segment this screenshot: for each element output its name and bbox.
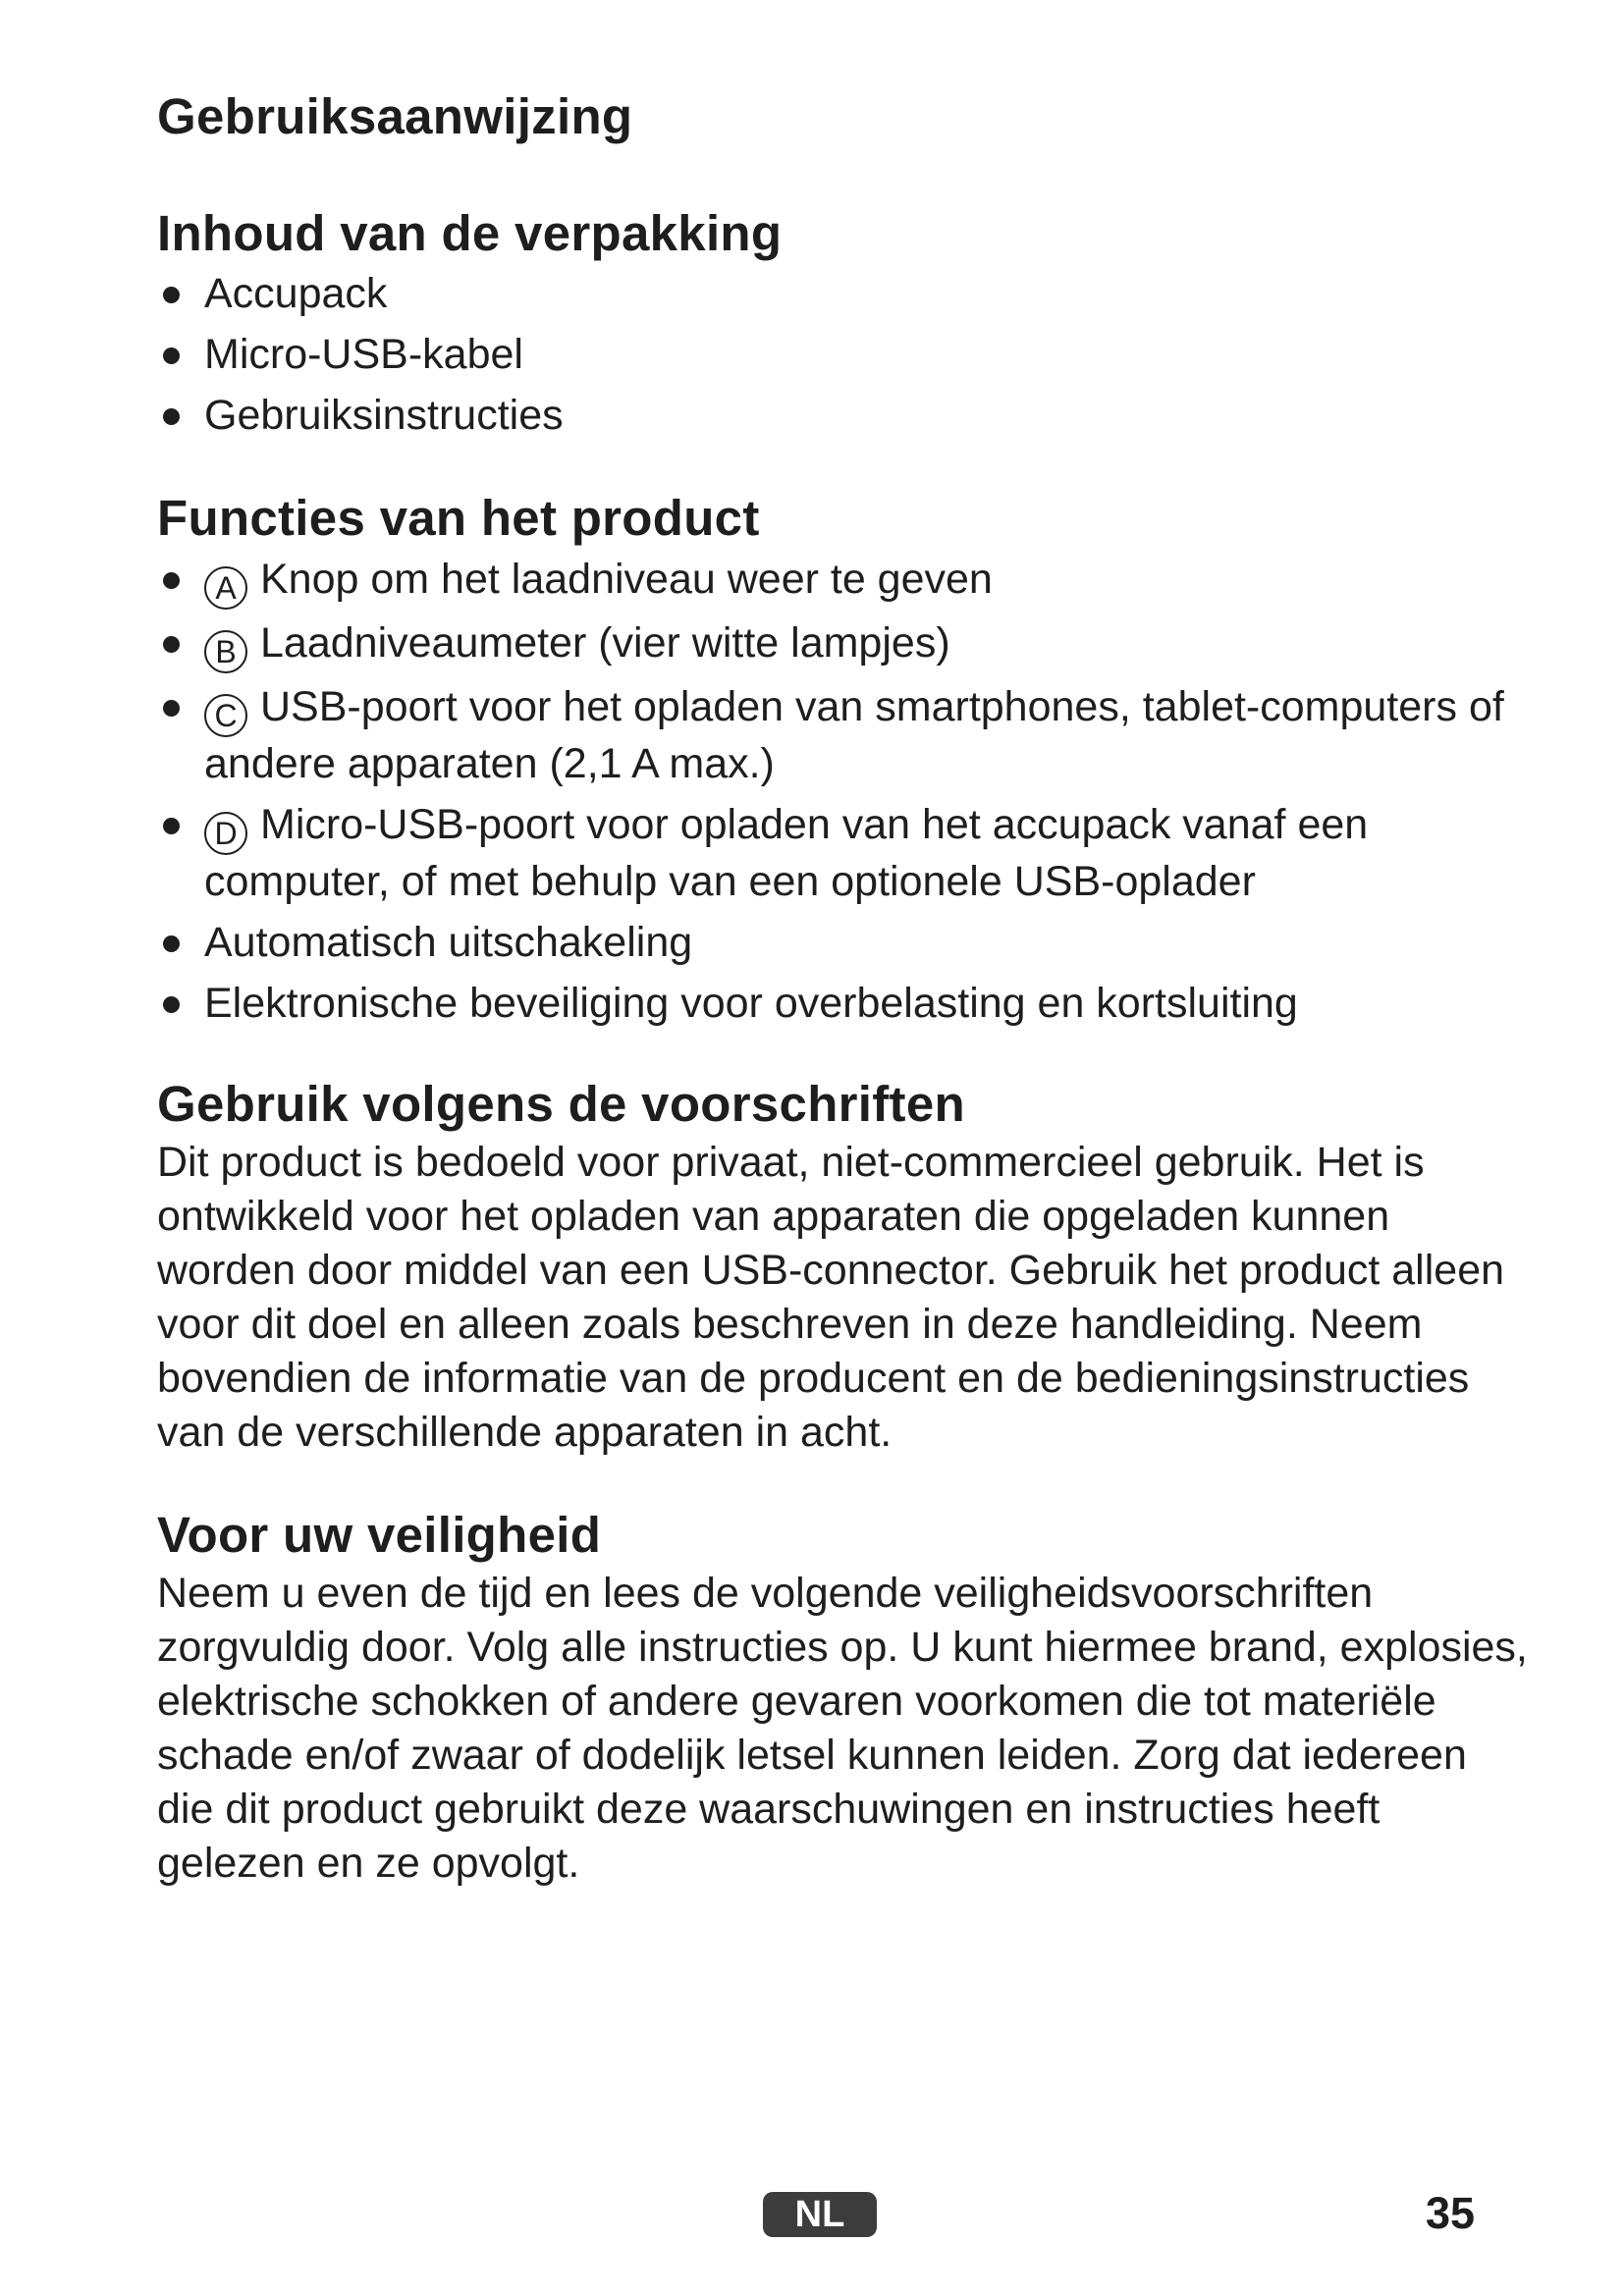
circled-letter-c-icon: C [204,694,247,737]
circled-letter-d-icon: D [204,812,247,855]
section-product-features [157,488,1532,1030]
section-safety [157,1505,1532,1891]
list-item-text: Gebruiksinstructies [204,392,564,440]
bullet-icon [163,935,180,952]
section-body: Neem u even de tijd en lees de volgende veiligheidsvoorschriften zorgvuldig door. Volg alle instructies op. U kunt hiermee brand, explosies, elektrische schokken of andere gevaren voorkomen die tot materiële schade en/of zwaar of dodelijk letsel kunnen leiden. Zorg dat iedereen die dit product gebruikt deze waarschuwingen en instructies heeft gelezen en ze opvolgt. [157,1569,1528,1887]
list-item-text: Automatisch uitschakeling [204,918,693,966]
bullet-icon [163,700,180,717]
list-item-text: Accupack [204,270,388,318]
bullet-icon [163,636,180,653]
section-package-contents [157,203,1532,443]
list-item-text: Micro-USB-kabel [204,331,523,379]
section-body: Dit product is bedoeld voor privaat, niet-commercieel gebruik. Het is ontwikkeld voor het opladen van apparaten die opgeladen kunnen worden door middel van een USB-connector. Gebruik het product alleen voor dit doel en alleen zoals beschreven in deze handleiding. Neem bovendien de informatie van de producent en de bedieningsinstructies van de verschillende apparaten in acht. [157,1138,1505,1456]
bullet-icon [163,287,180,303]
manual-page [157,86,1532,1891]
page-title: Gebruiksaanwijzing [157,88,633,144]
circled-letter-a-icon: A [204,566,247,610]
section-heading: Functies van het product [157,490,760,547]
list-item [157,616,1532,673]
section-heading: Inhoud van de verpakking [157,205,783,262]
list-item-text: Knop om het laadniveau weer te geven [260,555,993,603]
list-item-text: Micro-USB-poort voor opladen van het accupack vanaf een computer, of met behulp van een optionele USB-oplader [204,800,1369,905]
section-intended-use [157,1074,1532,1460]
list-item [157,916,1532,970]
list-item [157,977,1532,1031]
bullet-icon [163,572,180,589]
page-number: 35 [1426,2188,1476,2238]
language-badge: NL [763,2192,877,2237]
section-heading: Voor uw veiligheid [157,1506,602,1563]
features-list [157,553,1532,1031]
list-item [157,267,1532,321]
bullet-icon [163,408,180,425]
list-item-text: Laadniveaumeter (vier witte lampjes) [260,618,950,667]
list-item-text: USB-poort voor het opladen van smartphones, tablet-computers of andere apparaten (2,1 A max.) [204,682,1504,787]
list-item [157,328,1532,382]
section-heading: Gebruik volgens de voorschriften [157,1075,965,1132]
bullet-icon [163,996,180,1013]
bullet-icon [163,347,180,364]
contents-list [157,267,1532,443]
list-item [157,389,1532,443]
circled-letter-b-icon: B [204,630,247,673]
list-item [157,553,1532,610]
list-item [157,680,1532,791]
bullet-icon [163,818,180,834]
list-item-text: Elektronische beveiliging voor overbelasting en kortsluiting [204,979,1298,1027]
list-item [157,798,1532,909]
